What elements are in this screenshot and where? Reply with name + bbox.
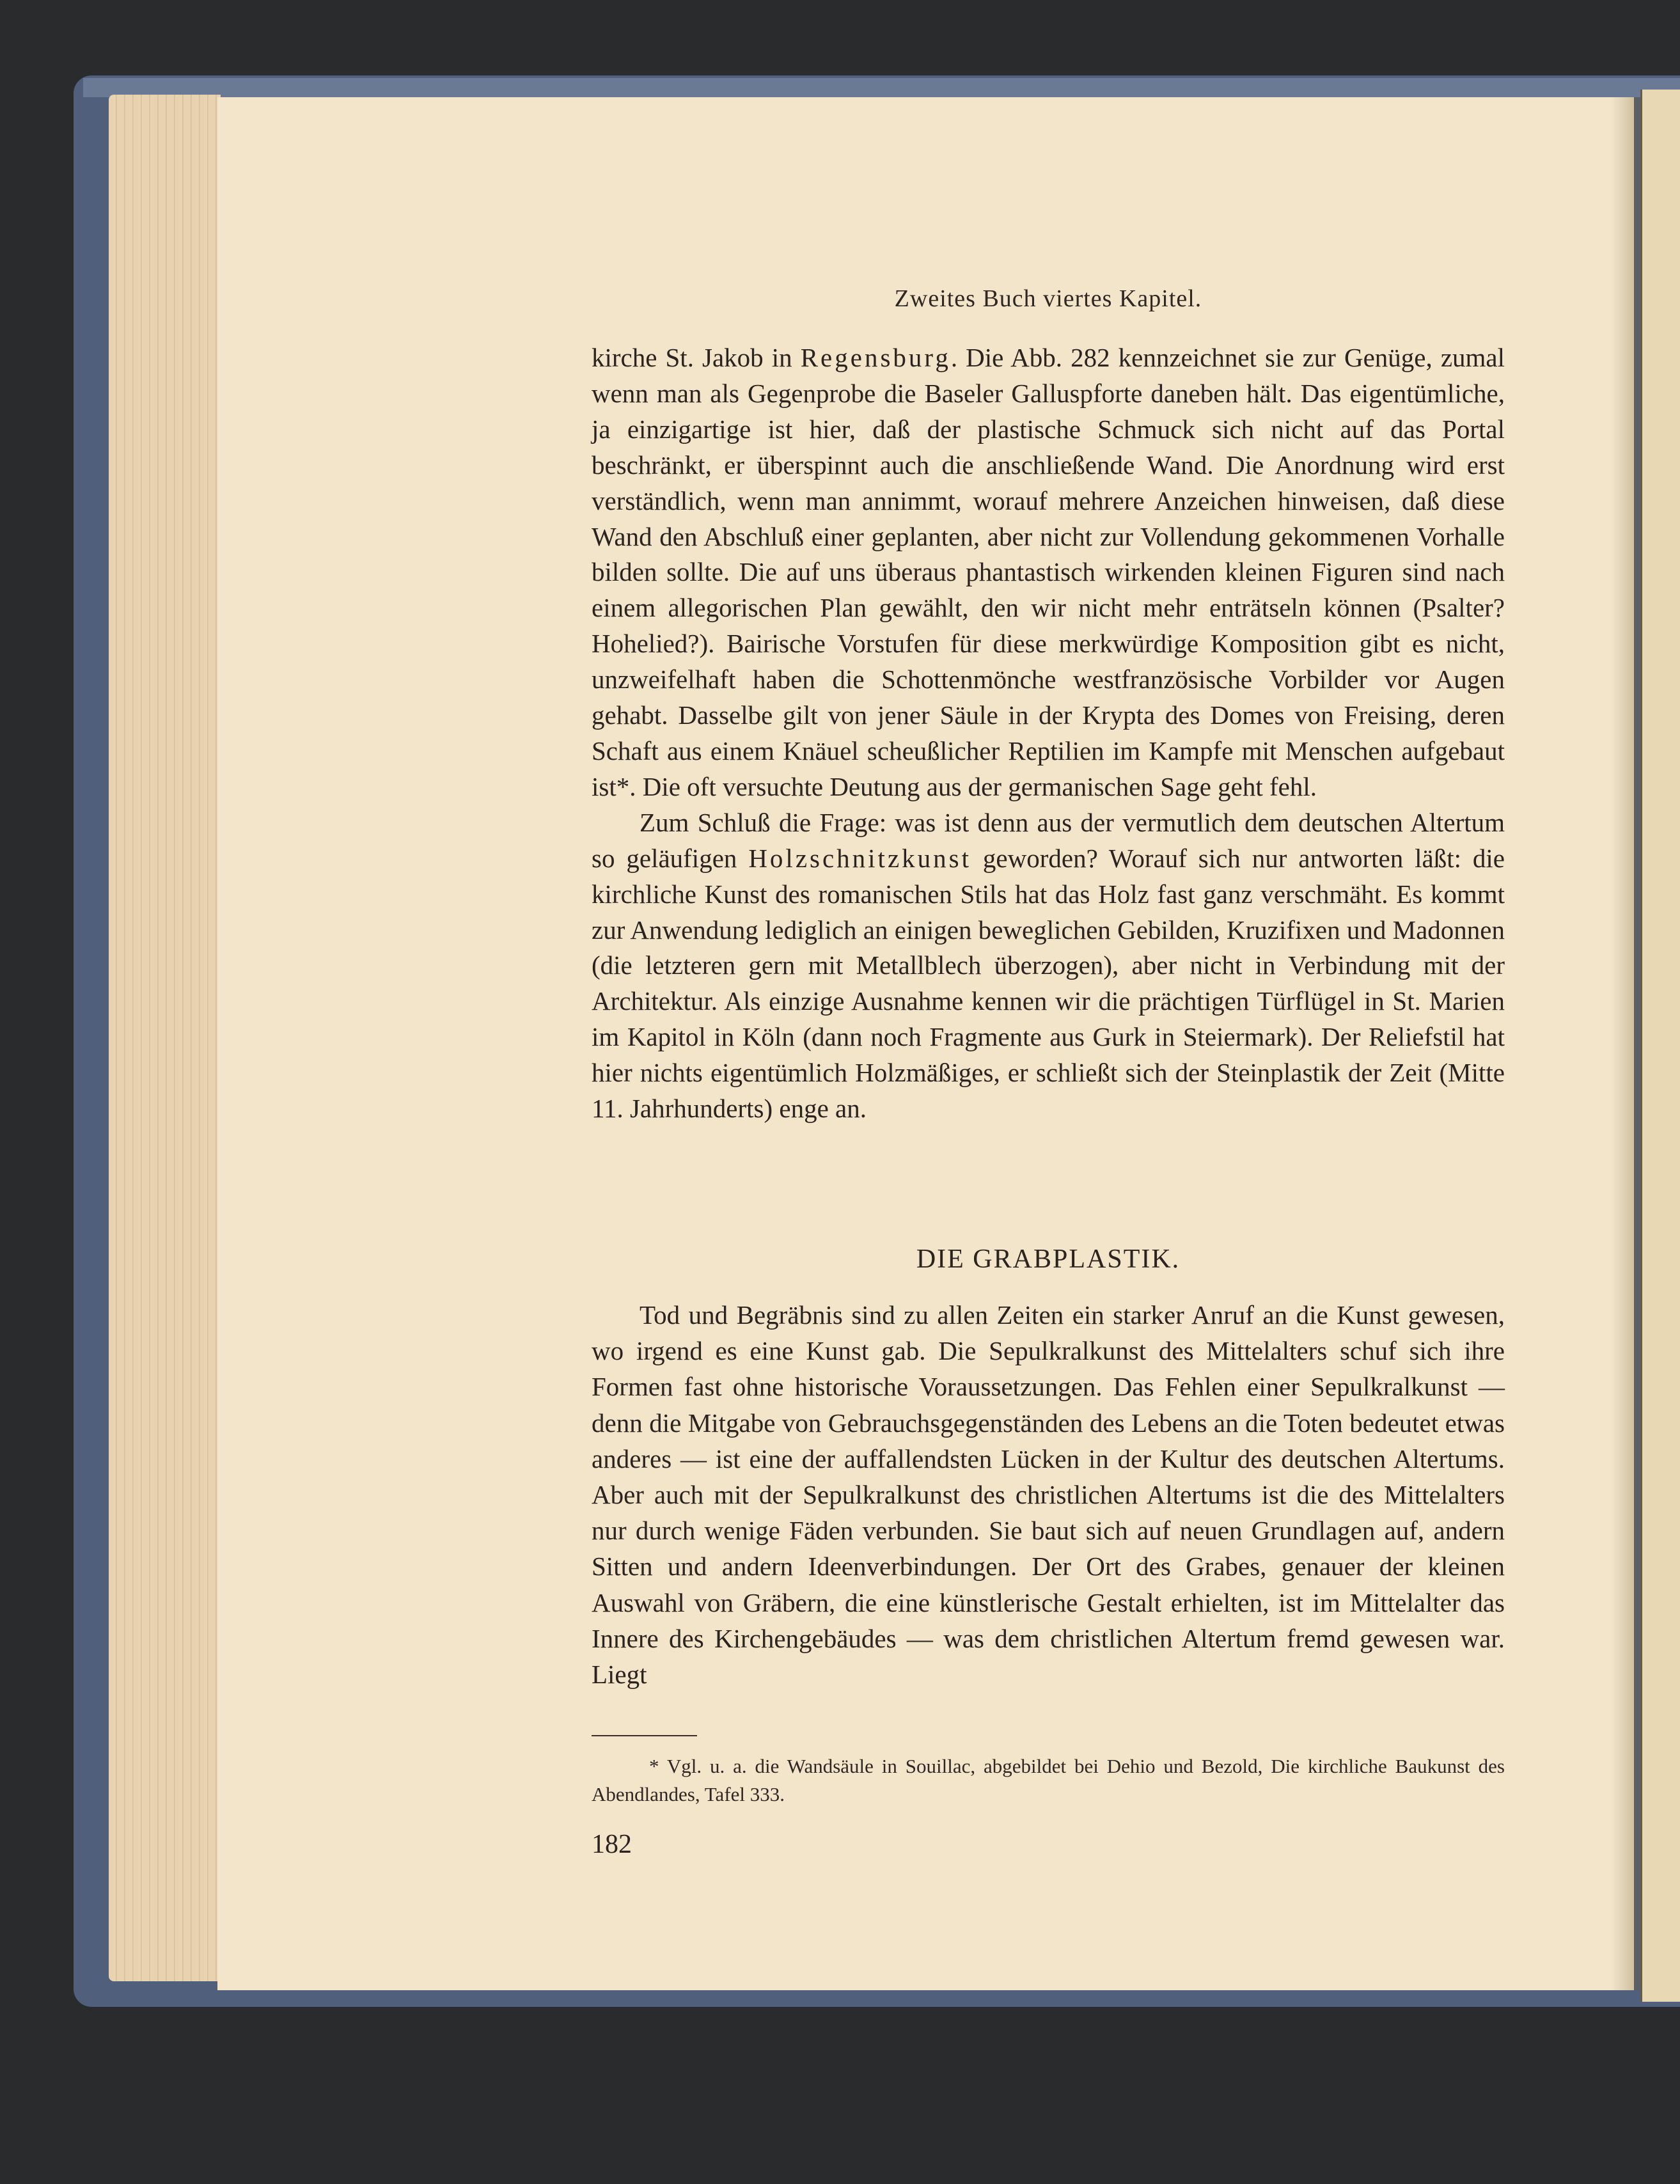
paragraph-2-emphasis: Holzschnitzkunst: [748, 843, 971, 873]
section-heading: DIE GRABPLASTIK.: [916, 1245, 1181, 1274]
running-head: Zweites Buch viertes Kapitel.: [894, 285, 1202, 312]
facing-page-edge: [1640, 90, 1680, 2002]
page-gutter-shadow: [1612, 97, 1640, 1990]
paragraph-3: Tod und Begräbnis sind zu allen Zeiten ein starker Anruf an die Kunst gewesen, wo irgend es eine Kunst gab. Die Sepulkralkunst des Mittelalters schuf sich ihre Formen fast ohne historische Voraussetzungen. Das Fehlen einer Sepulkralkunst — denn die Mitgabe von Gebrauchsgegenständen des Lebens an die Toten bedeutet etwas anderes — ist eine der auffallendsten Lücken in der Kultur des deutschen Altertums. Aber auch mit der Sepulkralkunst des christlichen Altertums ist die des Mittelalters nur durch wenige Fäden verbunden. Sie baut sich auf neuen Grundlagen auf, andern Sitten und andern Ideenverbindungen. Der Ort des Grabes, genauer der kleinen Auswahl von Gräbern, die eine künstlerische Gestalt erhielten, ist im Mittelalter das Innere des Kirchengebäudes — was dem christlichen Altertum fremd gewesen war. Liegt: [592, 1300, 1505, 1690]
footnote: [592, 1752, 1505, 1809]
page-number: 182: [592, 1830, 632, 1859]
paragraph-2-pre: Zum Schluß die Frage: was ist denn aus der vermutlich dem deutschen Altertum so geläufigen: [592, 807, 1505, 873]
paragraph-2: [592, 805, 1505, 1127]
footnote-text: * Vgl. u. a. die Wandsäule in Souillac, abgebildet bei Dehio und Bezold, Die kirchliche Baukunst des Abendlandes, Tafel 333.: [592, 1755, 1505, 1805]
footnote-divider: [592, 1735, 697, 1736]
paragraph-2-post: geworden? Worauf sich nur antworten läßt: die kirchliche Kunst des romanischen Stils hat das Holz fast ganz verschmäht. Es kommt zur Anwendung lediglich an einigen beweglichen Gebilden, Kruzifixen und Madonnen (die letzteren gern mit Metallblech überzogen), aber nicht in Verbindung mit der Architektur. Als einzige Ausnahme kennen wir die prächtigen Türflügel in St. Marien im Kapitol in Köln (dann noch Fragmente aus Gurk in Steiermark). Der Reliefstil hat hier nichts eigentümlich Holzmäßiges, er schließt sich der Steinplastik der Zeit (Mitte 11. Jahrhunderts) enge an.: [592, 843, 1505, 1124]
section-text: [592, 1297, 1505, 1692]
paragraph-1-emphasis: Regensburg: [800, 343, 951, 372]
paragraph-1-post: . Die Abb. 282 kennzeichnet sie zur Genüge, zumal wenn man als Gegenprobe die Baseler Galluspforte daneben hält. Das eigentümliche, ja einzigartige ist hier, daß der plastische Schmuck sich nicht auf das Portal beschränkt, er überspinnt auch die anschließende Wand. Die Anordnung wird erst verständlich, wenn man annimmt, worauf mehrere Anzeichen hinweisen, daß diese Wand den Abschluß einer geplanten, aber nicht zur Vollendung gekommenen Vorhalle bilden sollte. Die auf uns überaus phantastisch wirkenden kleinen Figuren sind nach einem allegorischen Plan gewählt, den wir nicht mehr enträtseln können (Psalter? Hohelied?). Bairische Vorstufen für diese merkwürdige Komposition gibt es nicht, unzweifelhaft haben die Schottenmönche westfranzösische Vorbilder vor Augen gehabt. Dasselbe gilt von jener Säule in der Krypta des Domes von Freising, deren Schaft aus einem Knäuel scheußlicher Reptilien im Kampfe mit Menschen aufgebaut ist*. Die oft versuchte Deutung aus der germanischen Sage geht fehl.: [592, 343, 1505, 801]
page-edges: [109, 95, 221, 1981]
body-text: [592, 340, 1505, 1127]
book-cover-top-edge: [83, 78, 1680, 97]
paragraph-1-pre: kirche St. Jakob in: [592, 343, 801, 372]
paragraph-1: [592, 340, 1505, 805]
